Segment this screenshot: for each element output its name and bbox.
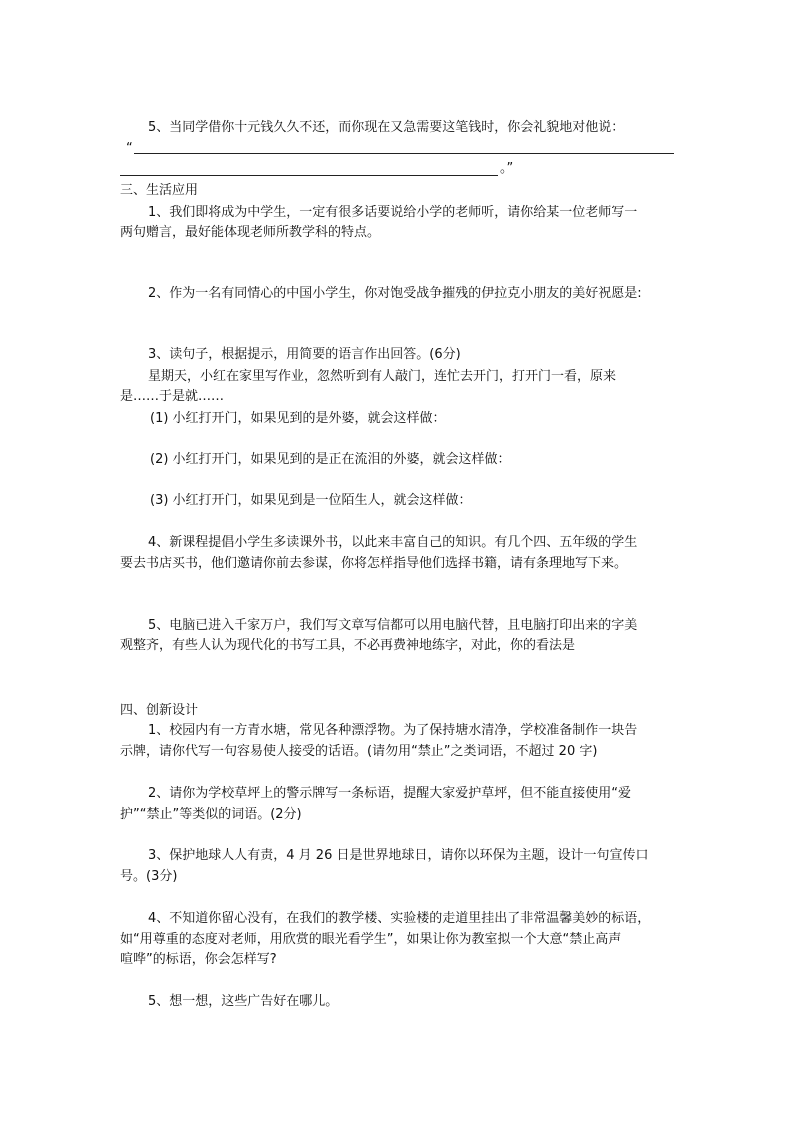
s4-q2-line2: 护”“禁止”等类似的词语。(2分) xyxy=(120,807,302,822)
s3-q3-line1: 3、读句子，根据提示，用简要的语言作出回答。(6分) xyxy=(148,347,461,362)
s3-q4-line2: 要去书店买书，他们邀请你前去参谋，你将怎样指导他们选择书籍，请有条理地写下来。 xyxy=(120,556,628,571)
s4-q1-line2: 示牌，请你代写一句容易使人接受的话语。(请勿用“禁止”之类词语，不超过 20 字) xyxy=(120,744,598,759)
s3-q3-sub3: (3) 小红打开门，如果见到是一位陌生人，就会这样做： xyxy=(150,493,472,508)
answer-line-1[interactable] xyxy=(134,153,674,154)
s4-q4-line1: 4、不知道你留心没有，在我们的教学楼、实验楼的走道里挂出了非常温馨美妙的标语， xyxy=(148,911,651,926)
open-quote: “ xyxy=(126,141,133,156)
s4-q4-line2: 如“用尊重的态度对老师，用欣赏的眼光看学生”，如果让你为教室拟一个大意“禁止高声 xyxy=(120,932,622,947)
s4-q3-line1: 3、保护地球人人有责，4 月 26 日是世界地球日，请你以环保为主题，设计一句宣传口 xyxy=(148,848,649,863)
s4-q1-line1: 1、校园内有一方青水塘，常见各种漂浮物。为了保持塘水清净，学校准备制作一块告 xyxy=(148,723,638,738)
s3-q3-story1: 星期天，小红在家里写作业，忽然听到有人敲门，连忙去开门，打开门一看，原来 xyxy=(148,369,617,384)
s4-q2-line1: 2、请你为学校草坪上的警示牌写一条标语，提醒大家爱护草坪，但不能直接使用“爱 xyxy=(148,786,632,801)
s4-q5-line1: 5、想一想，这些广告好在哪儿。 xyxy=(148,994,339,1009)
s3-q1-line2: 两句赠言，最好能体现老师所教学科的特点。 xyxy=(120,225,381,240)
section-3-heading: 三、生活应用 xyxy=(120,183,199,198)
s3-q5-line2: 观整齐，有些人认为现代化的书写工具，不必再费神地练字，对此，你的看法是 xyxy=(120,638,576,653)
top-q5-text: 5、当同学借你十元钱久久不还，而你现在又急需要这笔钱时，你会礼貌地对他说： xyxy=(148,120,625,135)
section-4-heading: 四、创新设计 xyxy=(120,703,199,718)
answer-line-2[interactable] xyxy=(120,175,498,176)
s3-q3-story2: 是……于是就…… xyxy=(120,389,225,404)
s3-q1-line1: 1、我们即将成为中学生，一定有很多话要说给小学的老师听，请你给某一位老师写一 xyxy=(148,205,638,220)
s3-q3-sub2: (2) 小红打开门，如果见到的是正在流泪的外婆，就会这样做： xyxy=(150,452,511,467)
s3-q3-sub1: (1) 小红打开门，如果见到的是外婆，就会这样做： xyxy=(150,411,446,426)
s4-q3-line2: 号。(3分) xyxy=(120,869,178,884)
s3-q2-line1: 2、作为一名有同情心的中国小学生，你对饱受战争摧残的伊拉克小朋友的美好祝愿是: xyxy=(148,286,642,301)
s3-q4-line1: 4、新课程提倡小学生多读课外书，以此来丰富自己的知识。有几个四、五年级的学生 xyxy=(148,535,638,550)
close-quote: 。” xyxy=(500,161,514,176)
s4-q4-line3: 喧哗”的标语，你会怎样写? xyxy=(120,952,277,967)
s3-q5-line1: 5、电脑已进入千家万户，我们写文章写信都可以用电脑代替，且电脑打印出来的字美 xyxy=(148,618,638,633)
